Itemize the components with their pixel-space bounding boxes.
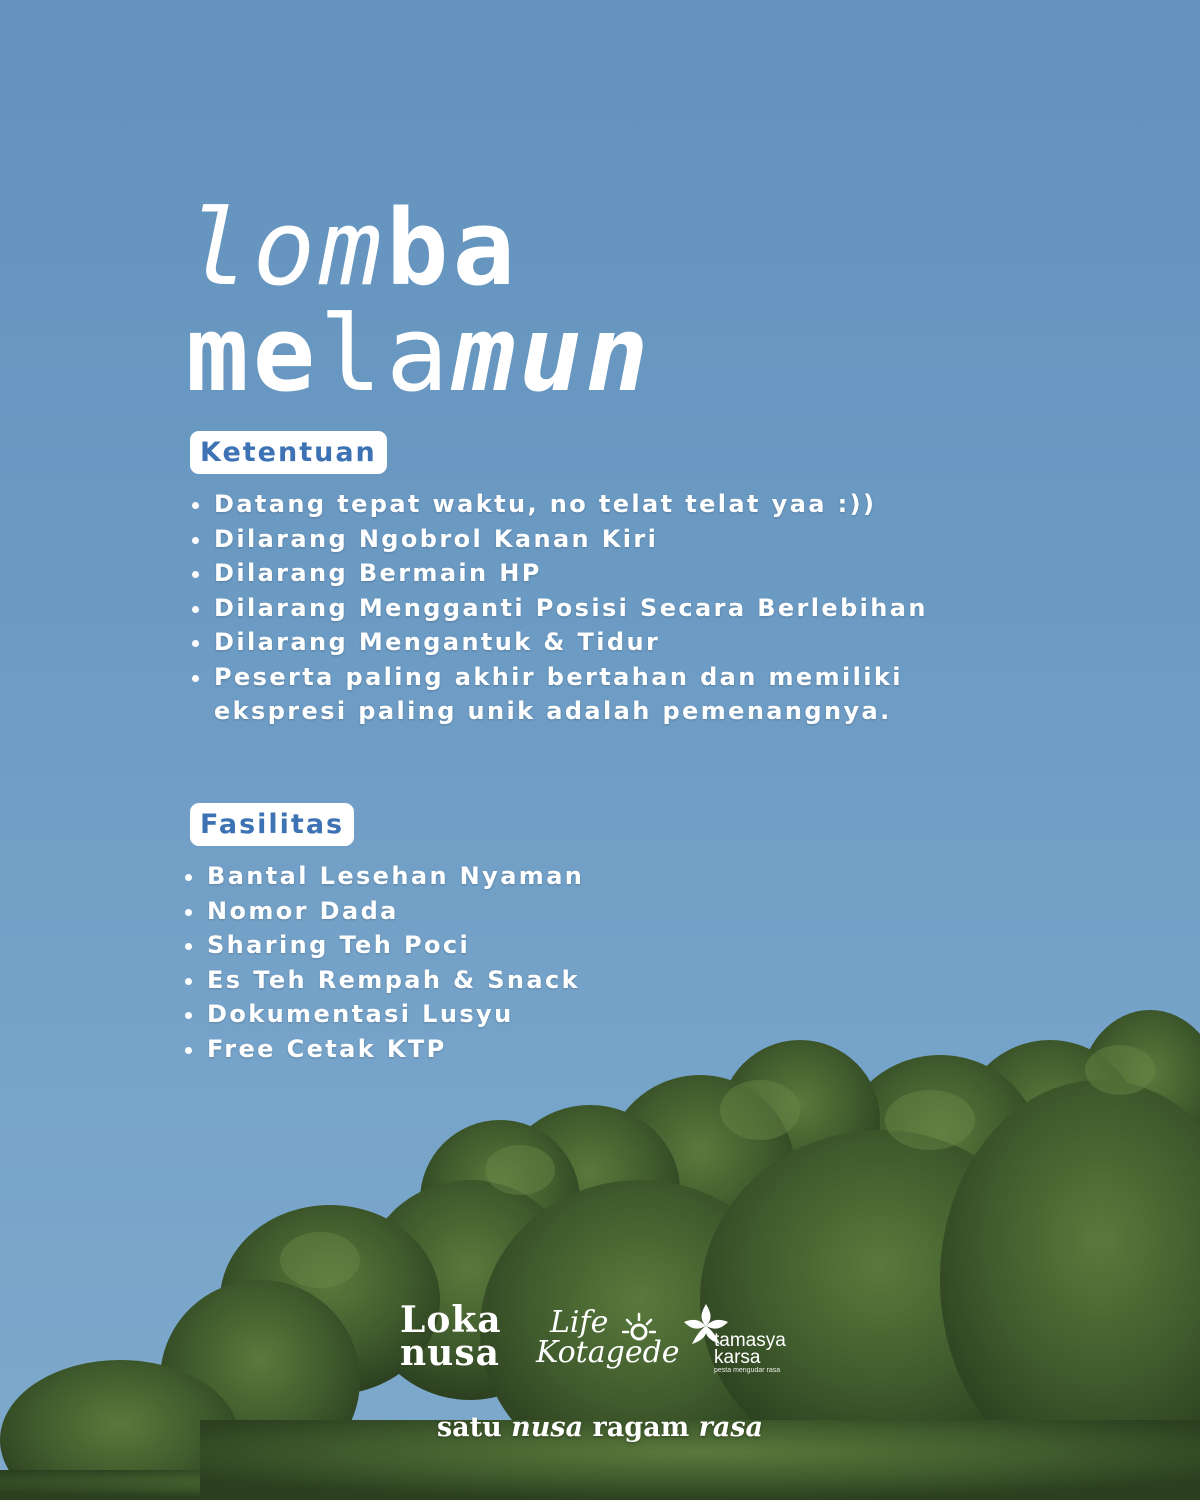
list-item: Dilarang Mengantuk & Tidur bbox=[190, 625, 928, 660]
bullet-icon bbox=[192, 675, 199, 682]
list-item bbox=[190, 660, 928, 729]
list-item: Datang tepat waktu, no telat telat yaa :)) bbox=[190, 487, 928, 522]
loka-nusa-logo: Loka nusa bbox=[400, 1299, 502, 1374]
bullet-icon bbox=[192, 640, 199, 647]
list-item: Nomor Dada bbox=[183, 894, 584, 929]
title-word-lom: lom bbox=[186, 187, 386, 309]
tagline: satu nusa ragam rasa bbox=[436, 1412, 764, 1443]
list-item: Bantal Lesehan Nyaman bbox=[183, 859, 584, 894]
list-item-line-2: ekspresi paling unik adalah pemenangnya. bbox=[214, 697, 892, 725]
bullet-icon bbox=[185, 909, 192, 916]
list-item: Es Teh Rempah & Snack bbox=[183, 963, 584, 998]
bullet-icon bbox=[192, 537, 199, 544]
poster-title bbox=[186, 187, 653, 415]
title-word-mun: mun bbox=[452, 293, 653, 415]
title-word-me: me bbox=[186, 293, 320, 415]
title-line-2 bbox=[186, 293, 653, 415]
bullet-icon bbox=[192, 571, 199, 578]
sun-icon bbox=[622, 1312, 656, 1346]
partner-logos bbox=[0, 1296, 1200, 1386]
ketentuan-badge: Ketentuan bbox=[190, 431, 387, 474]
ketentuan-list bbox=[190, 487, 928, 729]
bullet-icon bbox=[185, 978, 192, 985]
list-item: Sharing Teh Poci bbox=[183, 928, 584, 963]
list-item: Dilarang Bermain HP bbox=[190, 556, 928, 591]
title-word-ba: ba bbox=[385, 187, 520, 309]
tamasya-karsa-logo: tamasya karsa pesta mengudar rasa bbox=[680, 1300, 820, 1380]
title-line-1 bbox=[186, 187, 652, 309]
bullet-icon bbox=[192, 606, 199, 613]
bullet-icon bbox=[185, 874, 192, 881]
fasilitas-badge: Fasilitas bbox=[190, 803, 354, 846]
list-item: Free Cetak KTP bbox=[183, 1032, 584, 1067]
bullet-icon bbox=[192, 502, 199, 509]
list-item: Dokumentasi Lusyu bbox=[183, 997, 584, 1032]
life-kotagede-logo: Life Kotagede bbox=[536, 1305, 680, 1370]
list-item-line-1: Peserta paling akhir bertahan dan memiliki bbox=[214, 662, 903, 691]
list-item: Dilarang Mengganti Posisi Secara Berlebihan bbox=[190, 591, 928, 626]
bullet-icon bbox=[185, 943, 192, 950]
list-item: Dilarang Ngobrol Kanan Kiri bbox=[190, 522, 928, 557]
title-word-l: l bbox=[319, 293, 386, 415]
title-word-a: a bbox=[385, 293, 453, 415]
